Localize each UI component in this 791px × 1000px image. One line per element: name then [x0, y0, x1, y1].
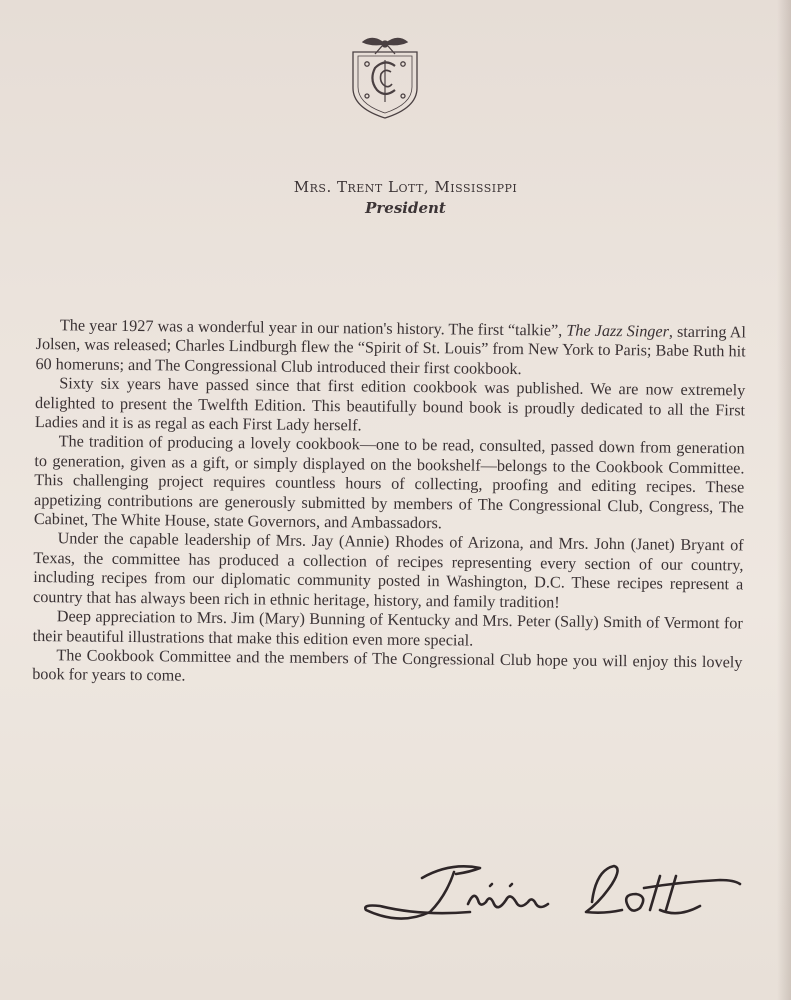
author-title: President — [365, 199, 446, 217]
paragraph-6: The Cookbook Committee and the members of The Congressional Club hope you will enjoy this lovely book for years to come. — [32, 646, 743, 685]
film-title: The Jazz Singer — [566, 321, 670, 341]
paragraph-1-text-a: The year 1927 was a wonderful year in our nation's history. The first “talkie”, — [59, 316, 567, 340]
paragraph-2: Sixty six years have passed since that first edition cookbook was published. We are now extremely delighted to present the Twelfth Edition. This beautifully bound book is proudly dedicated to all the First Ladies and it is as regal as each First Lady herself. — [34, 374, 746, 435]
letter-header — [0, 178, 791, 217]
paragraph-3: The tradition of producing a lovely cookbook—one to be read, consulted, passed down from generation to generation, given as a gift, or simply displayed on the bookshelf—belongs to the Cookbook Committee. This challenging project requires countless hours of collecting, proofing and editing recipes. These appetizing contributions are generously submitted by members of The Congressional Club, Congress, The Cabinet, The White House, state Governors, and Ambassadors. — [33, 432, 745, 533]
paragraph-1-text-b: , starring Al Jolsen, was released; Charles Lindburgh flew the “Spirit of St. Louis” from New York to Paris; Babe Ruth hit 60 homeruns; and The Congressional Club introduced their first cookbook. — [35, 322, 746, 378]
paragraph-4: Under the capable leadership of Mrs. Jay (Annie) Rhodes of Arizona, and Mrs. John (Janet) Bryant of Texas, the committee has produced a collection of recipes representing every section of our country, including recipes from our diplomatic community posted in Washington, D.C. These recipes represent a country that has always been rich in ethnic heritage, history, and family tradition! — [32, 529, 744, 612]
handwritten-signature — [360, 856, 750, 936]
congressional-club-seal-icon — [343, 30, 427, 122]
author-name: Mrs. Trent Lott, Mississippi — [293, 178, 518, 196]
paragraph-5: Deep appreciation to Mrs. Jim (Mary) Bunning of Kentucky and Mrs. Peter (Sally) Smith of Vermont for their beautiful illustrations that make this edition even more special. — [32, 607, 743, 650]
paragraph-1 — [35, 316, 746, 382]
letter-body — [32, 316, 746, 692]
